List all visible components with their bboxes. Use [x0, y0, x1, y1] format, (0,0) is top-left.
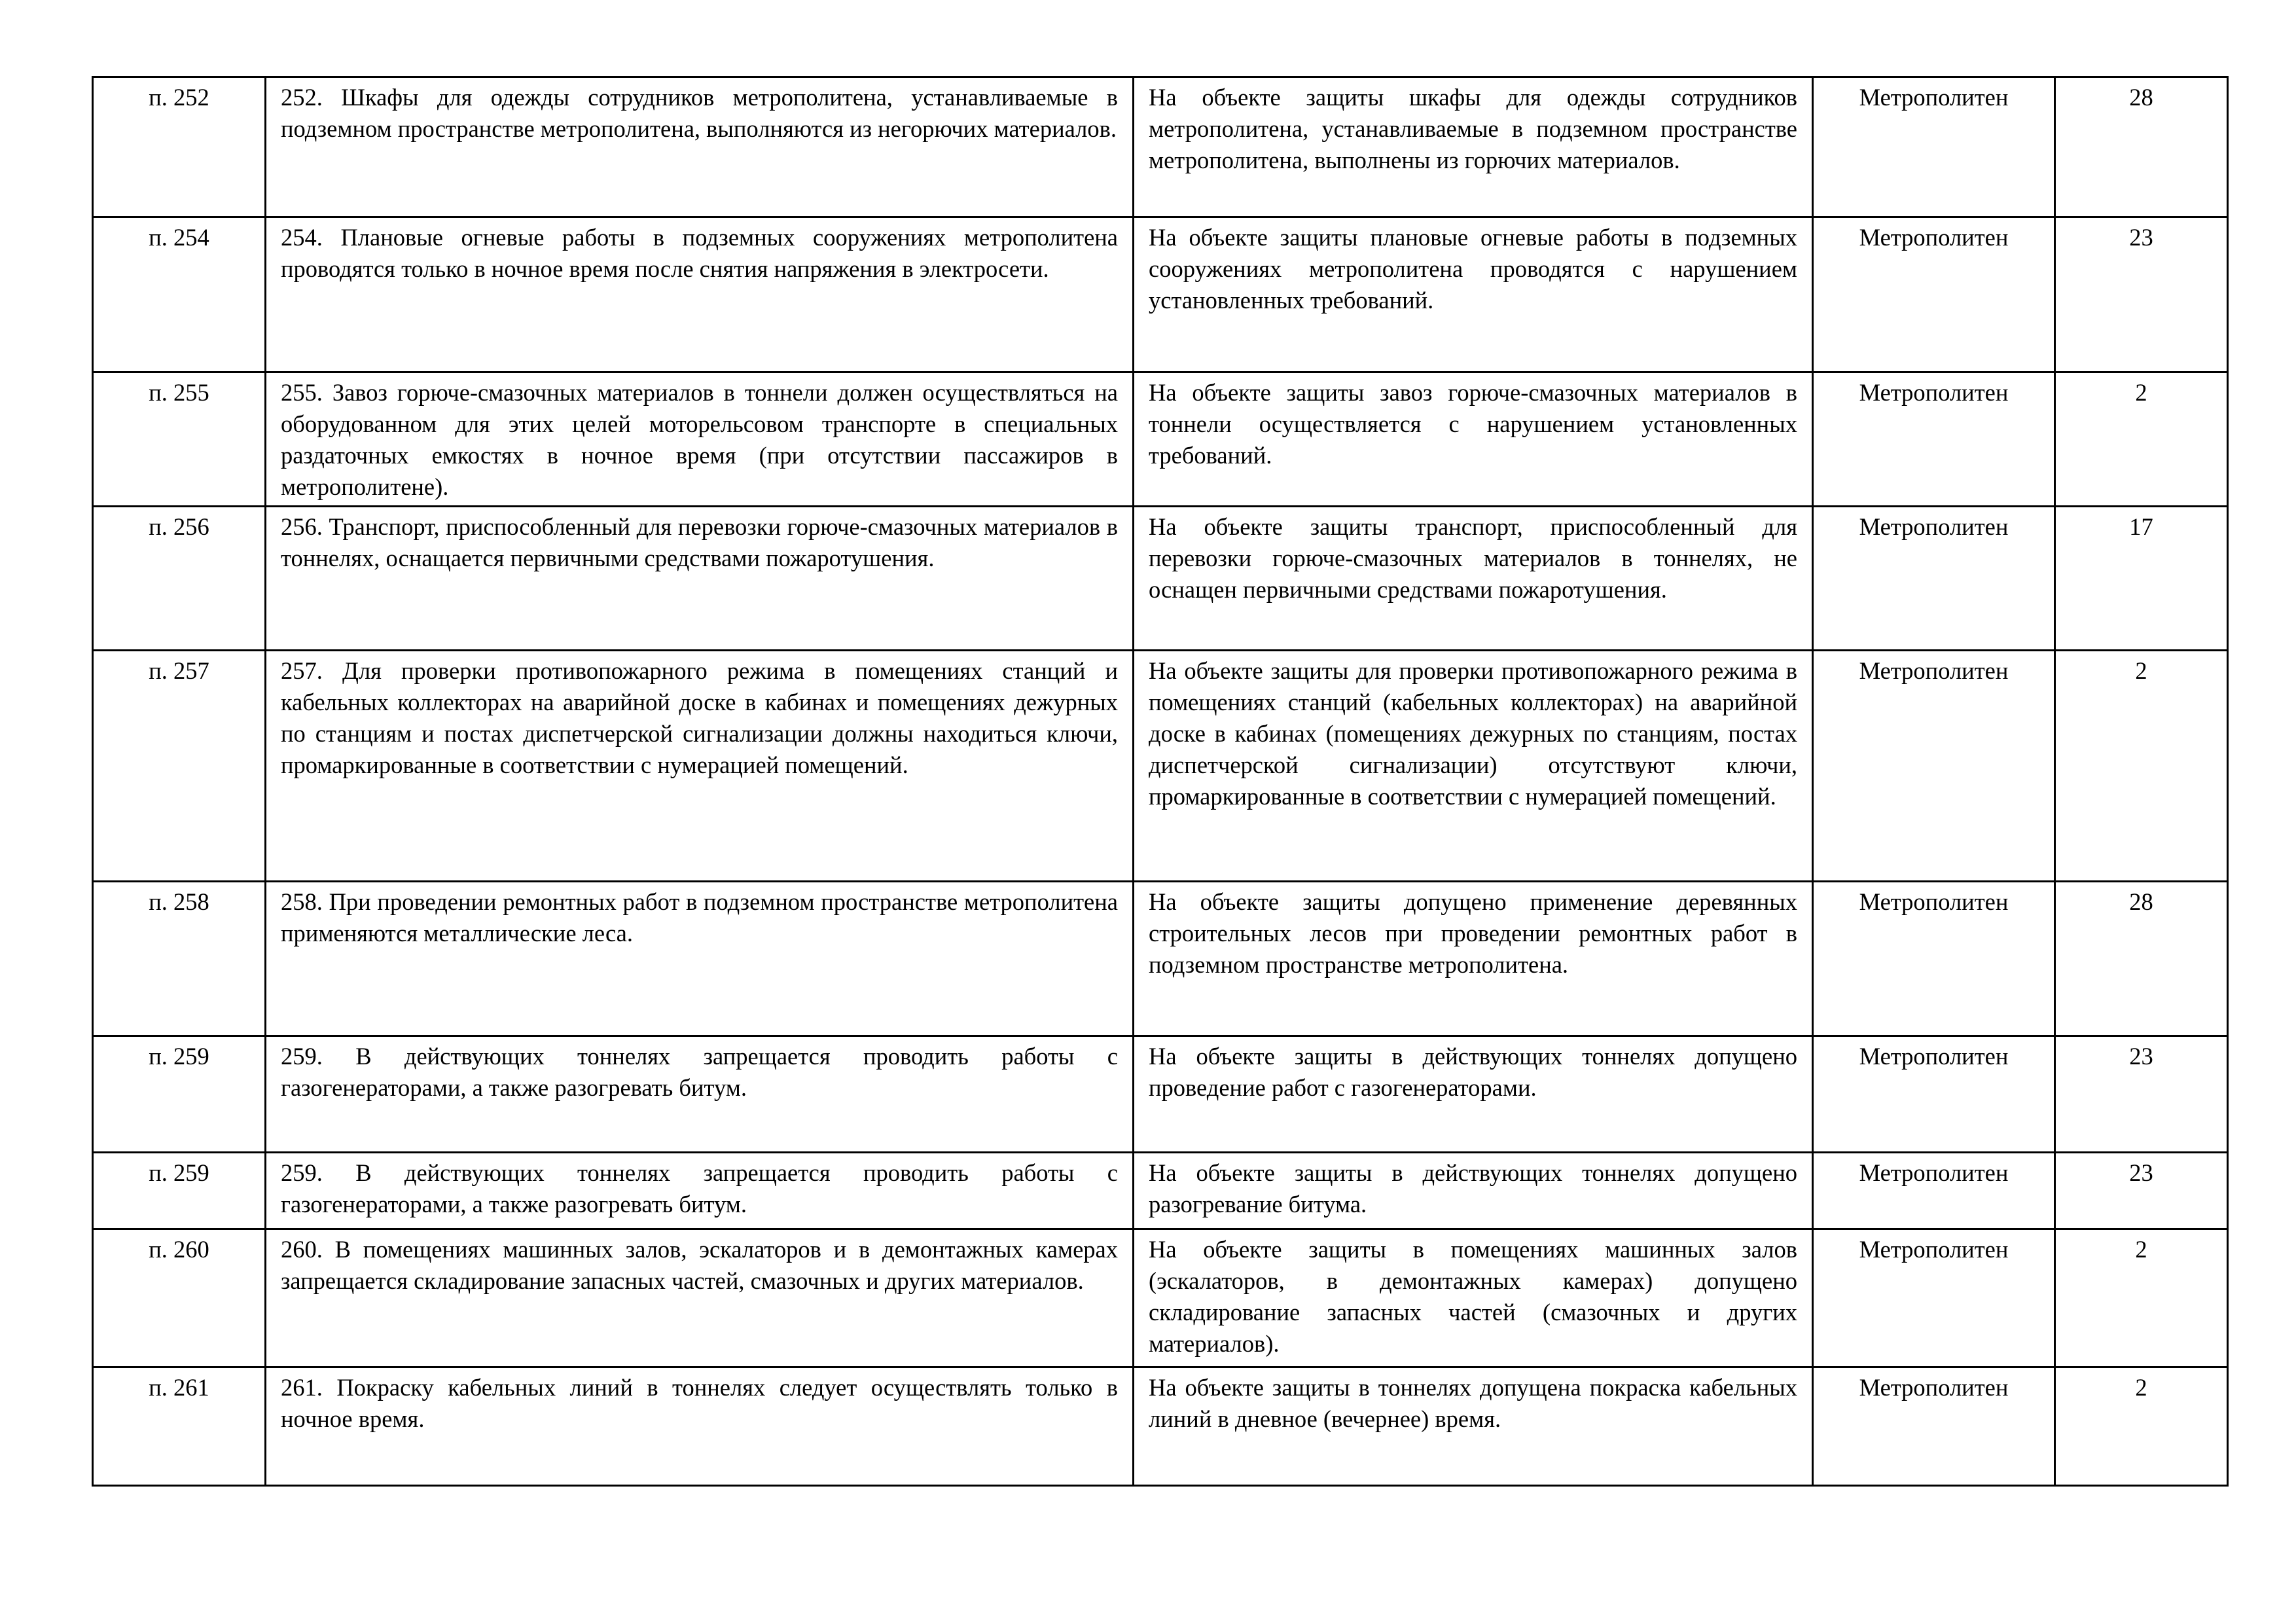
clause-ref-cell: п. 261	[93, 1367, 266, 1486]
object-type-cell: Метрополитен	[1813, 1153, 2055, 1229]
clause-ref-cell: п. 256	[93, 507, 266, 651]
number-cell: 2	[2055, 1229, 2228, 1367]
table-row	[93, 372, 2228, 507]
requirements-table	[92, 76, 2229, 1487]
table-row	[93, 882, 2228, 1036]
requirement-cell: 254. Плановые огневые работы в подземных сооружениях метрополитена проводятся только в ночное время после снятия напряжения в электросети.	[266, 217, 1134, 372]
clause-ref-cell: п. 257	[93, 651, 266, 882]
number-cell: 17	[2055, 507, 2228, 651]
clause-ref-cell: п. 259	[93, 1036, 266, 1153]
number-cell: 28	[2055, 77, 2228, 217]
number-cell: 23	[2055, 1153, 2228, 1229]
table-row	[93, 1229, 2228, 1367]
violation-cell: На объекте защиты плановые огневые работы в подземных сооружениях метрополитена проводятся с нарушением установленных требований.	[1134, 217, 1813, 372]
table-row	[93, 1153, 2228, 1229]
object-type-cell: Метрополитен	[1813, 1367, 2055, 1486]
requirement-cell: 252. Шкафы для одежды сотрудников метрополитена, устанавливаемые в подземном пространстве метрополитена, выполняются из негорючих материалов.	[266, 77, 1134, 217]
violation-cell: На объекте защиты в действующих тоннелях допущено проведение работ с газогенераторами.	[1134, 1036, 1813, 1153]
clause-ref-cell: п. 254	[93, 217, 266, 372]
requirement-cell: 260. В помещениях машинных залов, эскалаторов и в демонтажных камерах запрещается складирование запасных частей, смазочных и других материалов.	[266, 1229, 1134, 1367]
table-row	[93, 507, 2228, 651]
requirement-cell: 259. В действующих тоннелях запрещается проводить работы с газогенераторами, а также разогревать битум.	[266, 1036, 1134, 1153]
table-row	[93, 77, 2228, 217]
table-row	[93, 651, 2228, 882]
object-type-cell: Метрополитен	[1813, 217, 2055, 372]
violation-cell: На объекте защиты в действующих тоннелях допущено разогревание битума.	[1134, 1153, 1813, 1229]
violation-cell: На объекте защиты в тоннелях допущена покраска кабельных линий в дневное (вечернее) время.	[1134, 1367, 1813, 1486]
number-cell: 28	[2055, 882, 2228, 1036]
object-type-cell: Метрополитен	[1813, 882, 2055, 1036]
violation-cell: На объекте защиты допущено применение деревянных строительных лесов при проведении ремонтных работ в подземном пространстве метрополитена.	[1134, 882, 1813, 1036]
violation-cell: На объекте защиты транспорт, приспособленный для перевозки горюче-смазочных материалов в тоннелях, не оснащен первичными средствами пожаротушения.	[1134, 507, 1813, 651]
violation-cell: На объекте защиты завоз горюче-смазочных материалов в тоннели осуществляется с нарушением установленных требований.	[1134, 372, 1813, 507]
clause-ref-cell: п. 260	[93, 1229, 266, 1367]
clause-ref-cell: п. 259	[93, 1153, 266, 1229]
violation-cell: На объекте защиты в помещениях машинных залов (эскалаторов, в демонтажных камерах) допущено складирование запасных частей (смазочных и других материалов).	[1134, 1229, 1813, 1367]
object-type-cell: Метрополитен	[1813, 507, 2055, 651]
violation-cell: На объекте защиты для проверки противопожарного режима в помещениях станций (кабельных коллекторах) на аварийной доске в кабинах (помещениях дежурных по станциям, постах диспетчерской сигнализации) отсутствуют ключи, промаркированные в соответствии с нумерацией помещений.	[1134, 651, 1813, 882]
requirement-cell: 258. При проведении ремонтных работ в подземном пространстве метрополитена применяются металлические леса.	[266, 882, 1134, 1036]
number-cell: 23	[2055, 217, 2228, 372]
number-cell: 2	[2055, 651, 2228, 882]
table-row	[93, 1036, 2228, 1153]
clause-ref-cell: п. 252	[93, 77, 266, 217]
requirement-cell: 256. Транспорт, приспособленный для перевозки горюче-смазочных материалов в тоннелях, оснащается первичными средствами пожаротушения.	[266, 507, 1134, 651]
object-type-cell: Метрополитен	[1813, 372, 2055, 507]
requirement-cell: 261. Покраску кабельных линий в тоннелях следует осуществлять только в ночное время.	[266, 1367, 1134, 1486]
violation-cell: На объекте защиты шкафы для одежды сотрудников метрополитена, устанавливаемые в подземном пространстве метрополитена, выполнены из горючих материалов.	[1134, 77, 1813, 217]
number-cell: 2	[2055, 1367, 2228, 1486]
object-type-cell: Метрополитен	[1813, 651, 2055, 882]
object-type-cell: Метрополитен	[1813, 77, 2055, 217]
clause-ref-cell: п. 258	[93, 882, 266, 1036]
requirement-cell: 257. Для проверки противопожарного режима в помещениях станций и кабельных коллекторах на аварийной доске в кабинах и помещениях дежурных по станциям и постах диспетчерской сигнализации должны находиться ключи, промаркированные в соответствии с нумерацией помещений.	[266, 651, 1134, 882]
requirement-cell: 255. Завоз горюче-смазочных материалов в тоннели должен осуществляться на оборудованном для этих целей моторельсовом транспорте в специальных раздаточных емкостях в ночное время (при отсутствии пассажиров в метрополитене).	[266, 372, 1134, 507]
object-type-cell: Метрополитен	[1813, 1036, 2055, 1153]
requirement-cell: 259. В действующих тоннелях запрещается проводить работы с газогенераторами, а также разогревать битум.	[266, 1153, 1134, 1229]
document-page	[92, 76, 2227, 1487]
table-row	[93, 1367, 2228, 1486]
table-row	[93, 217, 2228, 372]
object-type-cell: Метрополитен	[1813, 1229, 2055, 1367]
clause-ref-cell: п. 255	[93, 372, 266, 507]
number-cell: 2	[2055, 372, 2228, 507]
number-cell: 23	[2055, 1036, 2228, 1153]
